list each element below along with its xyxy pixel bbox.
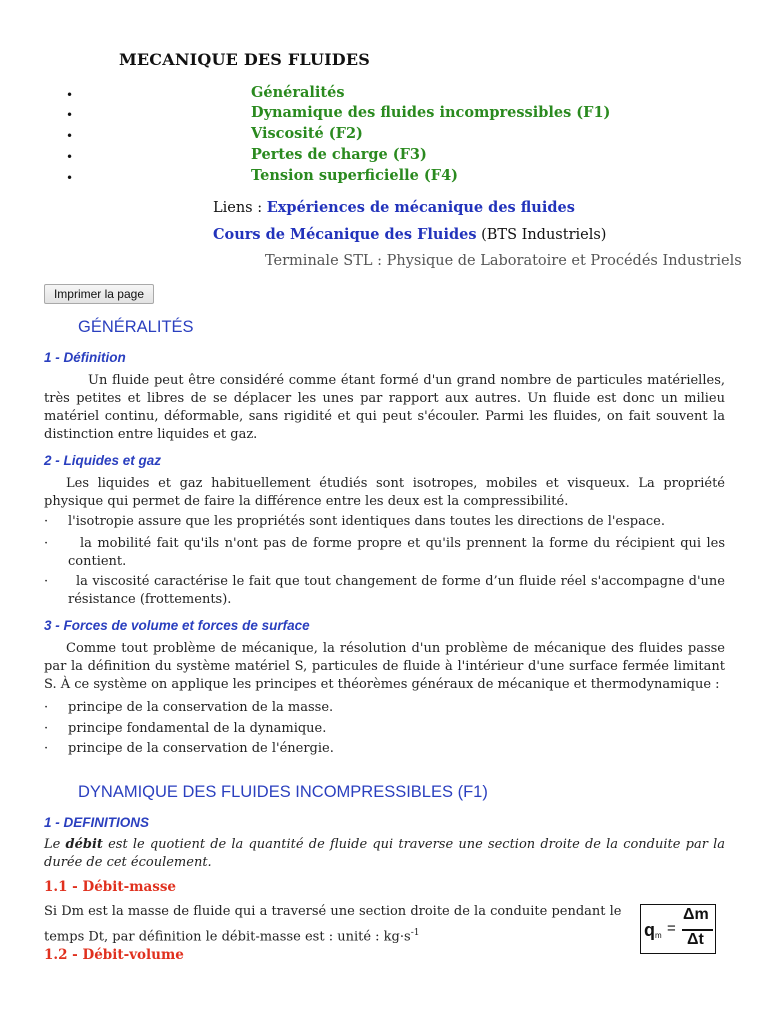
bullet-principe-fondamental: principe fondamental de la dynamique.	[68, 721, 327, 736]
toc-bullet: •	[66, 171, 74, 185]
links-line	[213, 199, 575, 216]
bullet-conservation-energie: principe de la conservation de l'énergie.	[68, 741, 334, 756]
formula-lhs: q	[644, 920, 655, 940]
unit-exponent: -1	[410, 928, 420, 938]
formula-numerator: Δm	[683, 906, 709, 923]
paragraph-forces: Comme tout problème de mécanique, la résolution d'un problème de mécanique des fluides passe par la définition du système matériel S, particules de fluide à l'intérieur d'une surface fermée limitant S. À ce système on applique les principes et théorèmes généraux de mécanique et thermodynamique :	[44, 641, 725, 692]
bullet-conservation-masse: principe de la conservation de la masse.	[68, 700, 334, 715]
debit-term: débit	[65, 837, 103, 852]
toc-link-dynamique[interactable]: Dynamique des fluides incompressibles (F1)	[251, 104, 611, 121]
links-prefix: Liens :	[213, 200, 267, 216]
debit-le: Le	[44, 837, 66, 852]
subheading-definitions: 1 - DEFINITIONS	[44, 815, 150, 830]
paragraph-debit	[44, 836, 725, 872]
subheading-liquides-gaz: 2 - Liquides et gaz	[44, 453, 162, 468]
paragraph-definition: Un fluide peut être considéré comme étant formé d'un grand nombre de particules matérielles, très petites et libres de se déplacer les unes par rapport aux autres. Un fluide est donc un milieu matériel continu, déformable, sans rigidité et qui peut s'écouler. Parmi les fluides, on fait souvent la distinction entre liquides et gaz.	[44, 373, 725, 442]
subheading-definition: 1 - Définition	[44, 350, 126, 365]
bullet-mobilite: la mobilité fait qu'ils n'ont pas de forme propre et qu'ils prennent la forme du récipient qui les contient.	[68, 536, 725, 569]
formula-equals: =	[667, 920, 676, 937]
toc-bullet: •	[66, 108, 74, 122]
subheading-debit-volume: 1.2 - Débit-volume	[44, 947, 184, 963]
toc-bullet: •	[66, 129, 74, 143]
print-page-button[interactable]: Imprimer la page	[44, 284, 154, 304]
subheading-forces: 3 - Forces de volume et forces de surface	[44, 618, 310, 633]
toc-bullet: •	[66, 88, 74, 102]
formula-denominator: Δt	[687, 931, 704, 948]
bullet-dot: ·	[44, 700, 49, 715]
toc-link-generalites[interactable]: Généralités	[251, 84, 345, 101]
debit-masse-line2	[44, 924, 419, 946]
stl-link[interactable]: Terminale STL : Physique de Laboratoire et Procédés Industriels	[265, 253, 742, 269]
cours-suffix: (BTS Industriels)	[476, 227, 607, 243]
toc-link-tension-superficielle[interactable]: Tension superficielle (F4)	[251, 167, 459, 184]
section-heading-dynamique: DYNAMIQUE DES FLUIDES INCOMPRESSIBLES (F1)	[78, 783, 488, 801]
bullet-viscosite: la viscosité caractérise le fait que tout changement de forme d’un fluide réel s'accompagne d'une résistance (frottements).	[68, 574, 725, 607]
debit-rest: est le quotient de la quantité de fluide qui traverse une section droite de la conduite par la durée de cet écoulement.	[44, 837, 725, 870]
section-heading-generalites: GÉNÉRALITÉS	[78, 318, 194, 336]
formula-debit-masse	[640, 904, 716, 954]
debit-masse-text: temps Dt, par définition le débit-masse est : unité : kg·s	[44, 929, 411, 945]
document-title: MECANIQUE DES FLUIDES	[119, 50, 371, 69]
experiences-link[interactable]: Expériences de mécanique des fluides	[266, 199, 575, 216]
bullet-dot: ·	[44, 741, 49, 756]
toc-link-viscosite[interactable]: Viscosité (F2)	[251, 125, 363, 142]
cours-link[interactable]: Cours de Mécanique des Fluides	[213, 226, 477, 243]
formula-lhs-subscript: m	[655, 931, 662, 940]
cours-line	[213, 226, 606, 243]
debit-masse-line1: Si Dm est la masse de fluide qui a traversé une section droite de la conduite pendant le	[44, 904, 622, 919]
toc-bullet: •	[66, 150, 74, 164]
paragraph-liquides-gaz: Les liquides et gaz habituellement étudiés sont isotropes, mobiles et visqueux. La propriété physique qui permet de faire la différence entre les deux est la compressibilité.	[44, 476, 725, 509]
toc-link-pertes-de-charge[interactable]: Pertes de charge (F3)	[251, 146, 427, 163]
bullet-isotropie: l'isotropie assure que les propriétés sont identiques dans toutes les directions de l'espace.	[68, 514, 665, 529]
bullet-dot: ·	[44, 721, 49, 736]
bullet-dot: ·	[44, 574, 49, 589]
subheading-debit-masse: 1.1 - Débit-masse	[44, 879, 177, 895]
bullet-dot: ·	[44, 536, 49, 551]
bullet-dot: ·	[44, 514, 49, 529]
